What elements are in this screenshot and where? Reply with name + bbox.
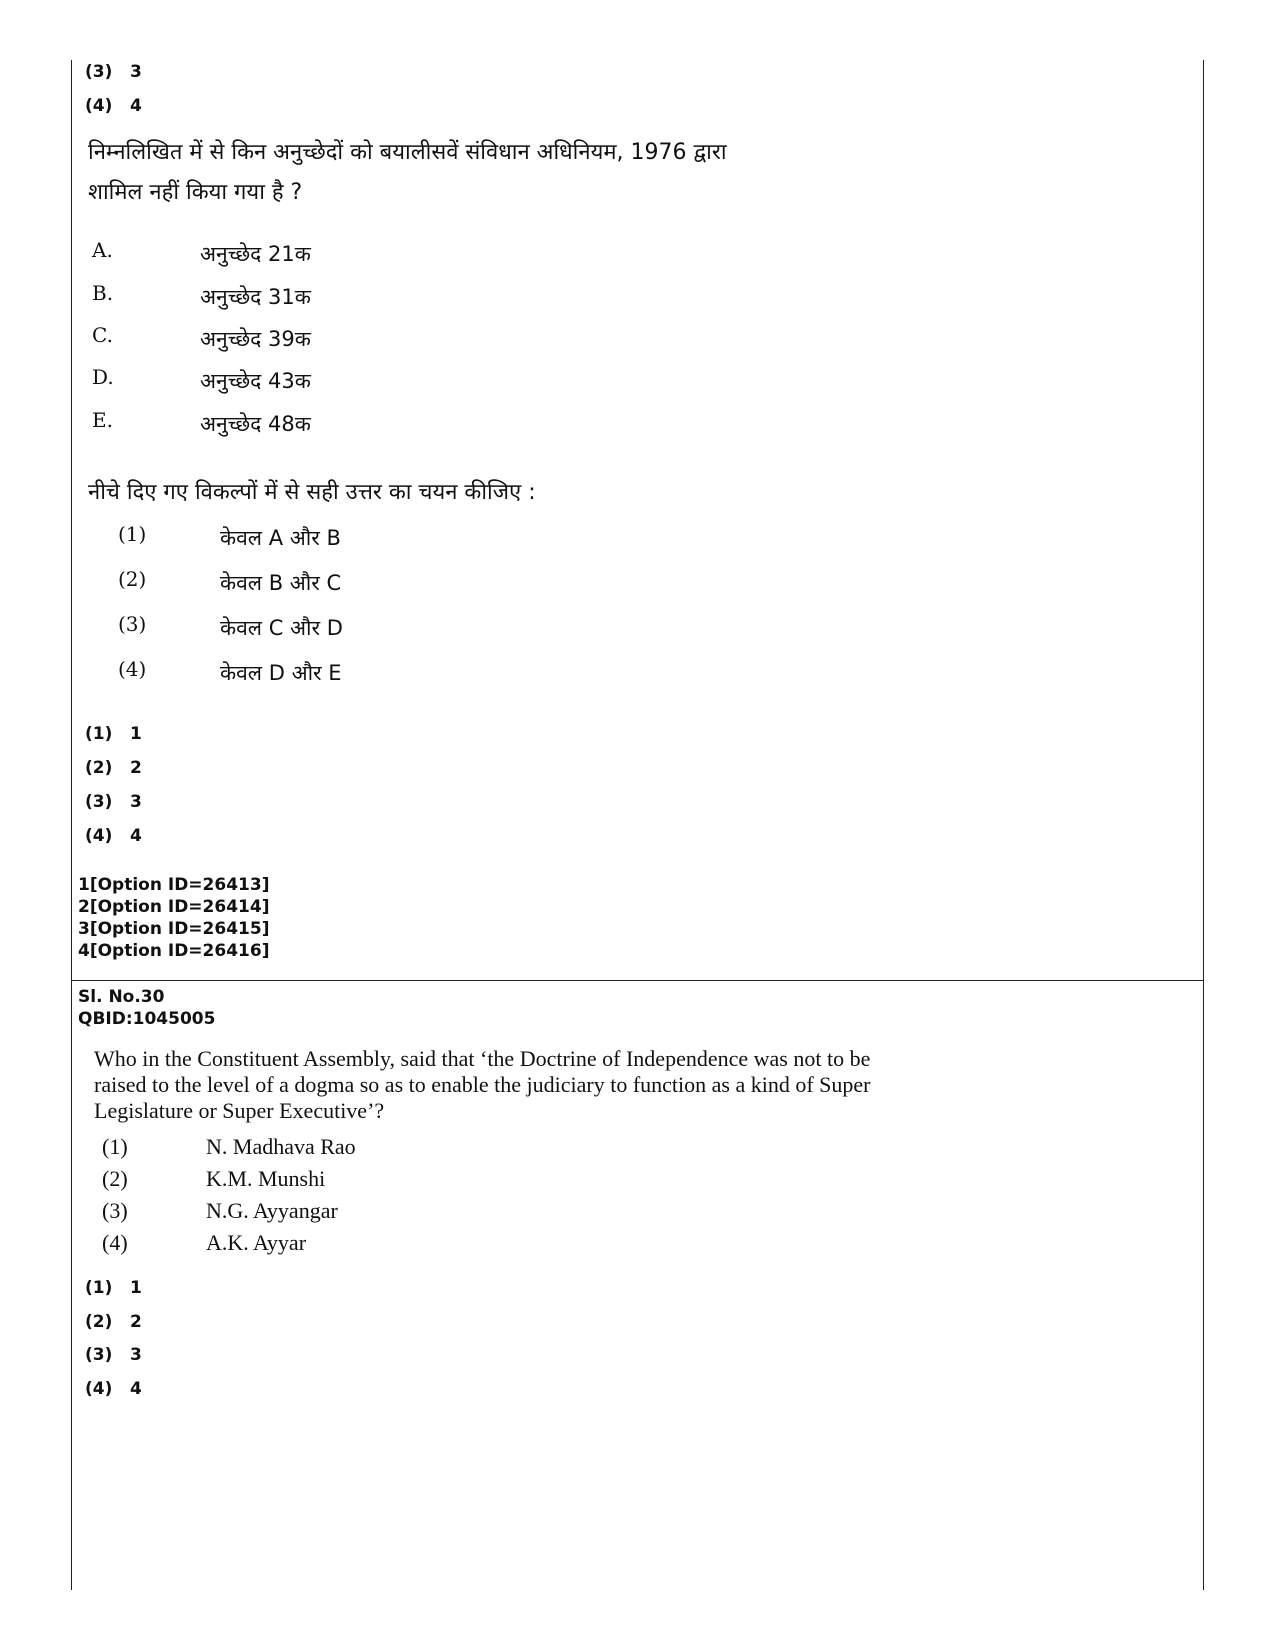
q29-option-label: (1) (118, 522, 147, 546)
q29-statement-text: अनुच्छेद 31क (200, 285, 311, 309)
answer-value: 1 (130, 1278, 142, 1298)
q30-answer (85, 1312, 142, 1332)
question-divider (71, 980, 1204, 981)
answer-number: (4) (85, 1379, 113, 1399)
q30-question: Who in the Constituent Assembly, said that ‘the Doctrine of Independence was not to be raised to the level of a dogma so as to enable the judiciary to function as a kind of Super Legislature or Super Executive’? (94, 1046, 871, 1123)
q29-answer (85, 758, 142, 778)
answer-number: (2) (85, 1312, 113, 1332)
answer-number: (4) (85, 96, 113, 116)
q29-option-id: 3[Option ID=26415] (78, 919, 270, 939)
answer-number: (3) (85, 1345, 113, 1365)
q29-statement-label: C. (92, 323, 113, 347)
answer-value: 1 (130, 724, 142, 744)
answer-number: (3) (85, 792, 113, 812)
q30-option-text: K.M. Munshi (206, 1166, 326, 1191)
q30-option-label: (4) (102, 1230, 128, 1255)
answer-value: 2 (130, 1312, 142, 1332)
answer-number: (1) (85, 1278, 113, 1298)
answer-value: 3 (130, 792, 142, 812)
q29-option-label: (4) (118, 657, 147, 681)
q29-statement-text: अनुच्छेद 43क (200, 369, 311, 393)
q30-option-label: (3) (102, 1198, 128, 1223)
q30-answer (85, 1345, 142, 1365)
q30-answer (85, 1379, 142, 1399)
answer-value: 2 (130, 758, 142, 778)
q29-question-line-2: शामिल नहीं किया गया है ? (88, 180, 303, 205)
q29-statement-text: अनुच्छेद 21क (200, 242, 311, 266)
q29-statement-text: अनुच्छेद 48क (200, 412, 311, 436)
q29-answer (85, 792, 142, 812)
q30-sl-no: Sl. No.30 (78, 987, 165, 1007)
q30-qbid: QBID:1045005 (78, 1009, 216, 1029)
q29-question-line-1: निम्नलिखित में से किन अनुच्छेदों को बयालीसवें संविधान अधिनियम, 1976 द्वारा (88, 140, 727, 165)
q29-statement-label: B. (92, 281, 114, 305)
q29-option-label: (3) (118, 612, 147, 636)
answer-number: (2) (85, 758, 113, 778)
q29-option-text: केवल B और C (220, 571, 342, 595)
prev-answer-3 (85, 62, 142, 82)
answer-value: 3 (130, 1345, 142, 1365)
q29-option-id: 2[Option ID=26414] (78, 897, 270, 917)
q29-statement-label: D. (92, 365, 114, 389)
q30-option-label: (1) (102, 1134, 128, 1159)
q29-statement-text: अनुच्छेद 39क (200, 327, 311, 351)
q29-option-text: केवल D और E (220, 661, 342, 685)
q29-instruction: नीचे दिए गए विकल्पों में से सही उत्तर का चयन कीजिए : (88, 480, 536, 505)
answer-value: 4 (130, 826, 142, 846)
prev-answer-4 (85, 96, 142, 116)
q29-answer (85, 826, 142, 846)
answer-number: (1) (85, 724, 113, 744)
q29-statement-label: E. (92, 408, 113, 432)
q29-option-text: केवल A और B (220, 526, 341, 550)
q30-answer (85, 1278, 142, 1298)
q29-option-text: केवल C और D (220, 616, 343, 640)
q29-option-id: 1[Option ID=26413] (78, 875, 270, 895)
q29-answer (85, 724, 142, 744)
q30-option-text: A.K. Ayyar (206, 1230, 307, 1255)
q30-option-text: N. Madhava Rao (206, 1134, 356, 1159)
q30-option-text: N.G. Ayyangar (206, 1198, 338, 1223)
q29-statement-label: A. (92, 238, 113, 262)
q29-option-id: 4[Option ID=26416] (78, 941, 270, 961)
answer-value: 4 (130, 96, 142, 116)
answer-value: 4 (130, 1379, 142, 1399)
q30-option-label: (2) (102, 1166, 128, 1191)
answer-number: (3) (85, 62, 113, 82)
answer-value: 3 (130, 62, 142, 82)
answer-number: (4) (85, 826, 113, 846)
q29-option-label: (2) (118, 567, 147, 591)
